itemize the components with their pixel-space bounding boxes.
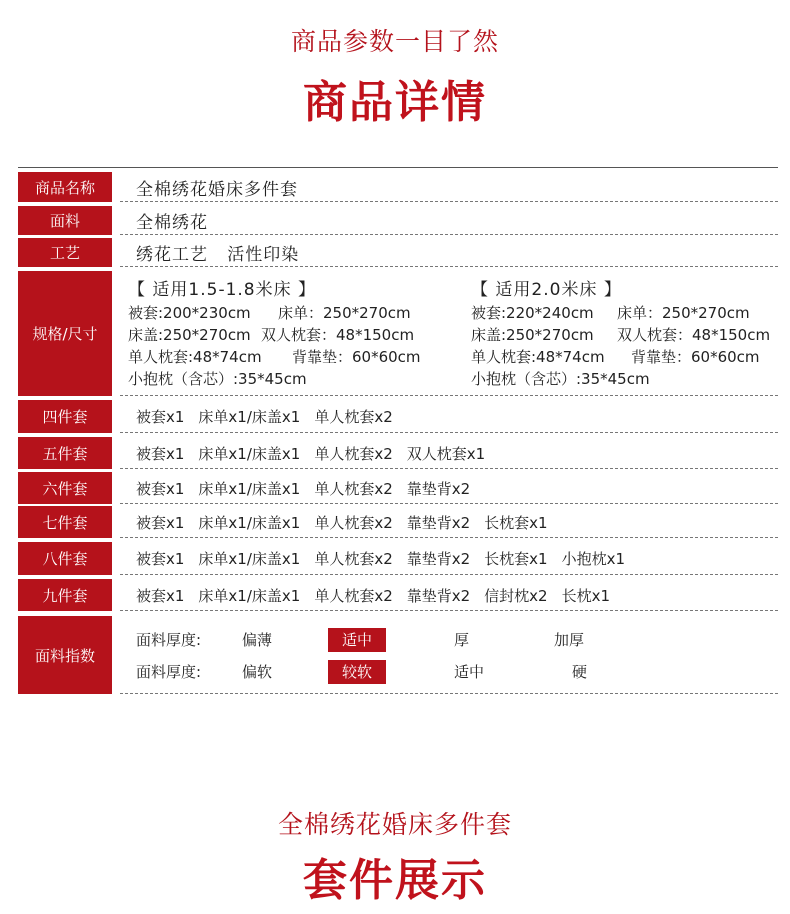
text-item: 被套:220*240cm	[471, 304, 594, 322]
text-item: 长枕套x1	[484, 550, 548, 568]
text-item: 被套x1	[136, 513, 185, 532]
text-item: 床单x1/床盖x1	[198, 586, 301, 605]
spec-line	[471, 346, 770, 368]
text-item: 被套x1	[136, 479, 185, 498]
row-divider	[120, 234, 778, 235]
label-craft: 工艺	[18, 238, 112, 267]
text-item: 床单x1/床盖x1	[198, 513, 301, 532]
value-fabric: 全棉绣花	[136, 213, 208, 233]
text-item: 单人枕套x2	[314, 550, 393, 568]
spec-left-title: 【 适用1.5-1.8米床 】	[128, 280, 317, 300]
row-divider	[120, 432, 778, 433]
fabric-index-option-selected: 较软	[328, 660, 386, 684]
fabric-index-name: 面料厚度:	[136, 631, 202, 649]
text-item: 单人枕套:48*74cm	[471, 348, 605, 366]
text-item: 单人枕套:48*74cm	[128, 348, 262, 366]
row-divider	[120, 266, 778, 267]
row-set-8	[18, 542, 778, 575]
spec-line	[471, 368, 770, 390]
row-divider	[120, 537, 778, 538]
set-items	[136, 437, 778, 469]
label-fabric: 面料	[18, 206, 112, 235]
spec-right-column	[471, 275, 770, 390]
text-item: 双人枕套：48*150cm	[261, 326, 415, 344]
row-set-9	[18, 579, 778, 611]
row-set-4	[18, 400, 778, 433]
text-item: 靠垫背x2	[406, 479, 471, 498]
row-divider	[120, 468, 778, 469]
row-spec	[18, 271, 778, 396]
text-item: 靠垫背x2	[406, 586, 471, 605]
row-product-name	[18, 172, 778, 202]
set-items	[136, 400, 778, 433]
row-divider	[120, 574, 778, 575]
row-fabric-index	[18, 616, 778, 694]
footer-title: 套件展示	[303, 855, 487, 906]
row-divider	[120, 503, 778, 504]
row-divider	[120, 395, 778, 396]
spec-line	[471, 324, 770, 346]
footer-subtitle: 全棉绣花婚床多件套	[277, 810, 512, 839]
set-items	[136, 542, 778, 575]
text-item: 长枕x1	[561, 586, 611, 605]
text-item: 靠垫背x2	[406, 550, 471, 568]
text-item: 小抱枕（含芯）:35*45cm	[128, 370, 307, 388]
row-divider	[120, 693, 778, 694]
row-set-5	[18, 437, 778, 469]
fabric-index-line	[136, 628, 778, 652]
text-item: 床单x1/床盖x1	[198, 550, 301, 568]
row-divider	[120, 610, 778, 611]
text-item: 双人枕套x1	[406, 444, 486, 463]
text-item: 背靠垫：60*60cm	[292, 348, 421, 366]
table-top-border	[18, 167, 778, 168]
text-item: 被套x1	[136, 586, 185, 605]
row-divider	[120, 201, 778, 202]
set-items	[136, 472, 778, 504]
text-item: 单人枕套x2	[314, 513, 393, 532]
text-item: 被套x1	[136, 550, 185, 568]
spec-line	[128, 346, 421, 368]
value-craft: 绣花工艺 活性印染	[136, 245, 300, 265]
text-item: 床盖:250*270cm	[128, 326, 251, 344]
text-item: 小抱枕x1	[561, 550, 626, 568]
spec-line	[471, 302, 770, 324]
fabric-index-option: 适中	[454, 663, 485, 681]
label-product-name: 商品名称	[18, 172, 112, 202]
text-item: 床单x1/床盖x1	[198, 479, 301, 498]
label-set: 七件套	[18, 506, 112, 538]
label-spec: 规格/尺寸	[18, 271, 112, 396]
value-product-name: 全棉绣花婚床多件套	[136, 179, 298, 200]
set-items	[136, 579, 778, 611]
fabric-index-option: 偏软	[242, 663, 273, 681]
label-set: 五件套	[18, 437, 112, 469]
text-item: 单人枕套x2	[314, 479, 393, 498]
spec-left-column	[128, 275, 421, 390]
text-item: 单人枕套x2	[314, 408, 393, 426]
text-item: 床单x1/床盖x1	[198, 444, 301, 463]
text-item: 双人枕套：48*150cm	[617, 326, 771, 344]
spec-line	[128, 324, 421, 346]
text-item: 床单x1/床盖x1	[198, 408, 301, 426]
fabric-index-option: 加厚	[554, 631, 585, 649]
text-item: 长枕套x1	[484, 513, 548, 532]
spec-line	[128, 302, 421, 324]
spec-right-title: 【 适用2.0米床 】	[471, 280, 622, 300]
fabric-index-option: 厚	[454, 631, 470, 649]
header-title: 商品详情	[303, 77, 487, 128]
label-set: 九件套	[18, 579, 112, 611]
label-set: 八件套	[18, 542, 112, 575]
row-set-6	[18, 472, 778, 504]
fabric-index-line	[136, 660, 778, 684]
text-item: 被套x1	[136, 408, 185, 426]
label-set: 六件套	[18, 472, 112, 504]
header-subtitle: 商品参数一目了然	[290, 27, 499, 56]
text-item: 靠垫背x2	[406, 513, 471, 532]
label-fabric-index: 面料指数	[18, 616, 112, 694]
spec-line	[128, 368, 421, 390]
text-item: 小抱枕（含芯）:35*45cm	[471, 370, 650, 388]
text-item: 床盖:250*270cm	[471, 326, 594, 344]
text-item: 背靠垫：60*60cm	[631, 348, 760, 366]
row-craft	[18, 238, 778, 267]
set-items	[136, 506, 778, 538]
text-item: 床单：250*270cm	[278, 304, 411, 322]
row-set-7	[18, 506, 778, 538]
fabric-index-option: 硬	[572, 663, 588, 681]
text-item: 被套x1	[136, 444, 185, 463]
fabric-index-option-selected: 适中	[328, 628, 386, 652]
fabric-index-option: 偏薄	[242, 631, 273, 649]
fabric-index-name: 面料厚度:	[136, 663, 202, 681]
text-item: 单人枕套x2	[314, 444, 393, 463]
text-item: 被套:200*230cm	[128, 304, 251, 322]
label-set: 四件套	[18, 400, 112, 433]
text-item: 信封枕x2	[484, 586, 548, 605]
text-item: 床单：250*270cm	[617, 304, 750, 322]
text-item: 单人枕套x2	[314, 586, 393, 605]
row-fabric	[18, 206, 778, 235]
